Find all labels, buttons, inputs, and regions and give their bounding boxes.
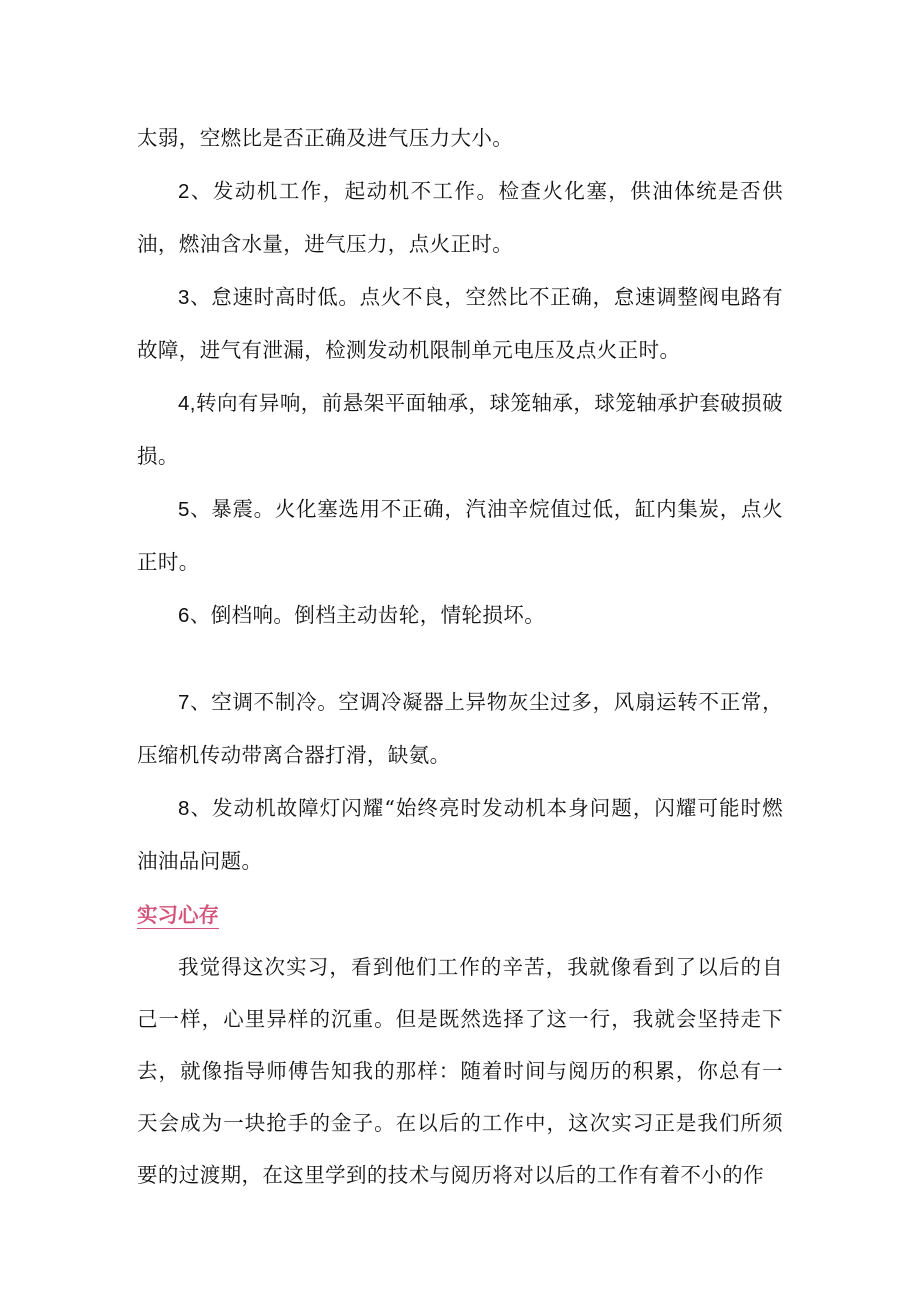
paragraph-item-8 — [137, 782, 783, 887]
paragraph-item-2 — [137, 165, 783, 270]
paragraph-text: 、空调不制冷。空调冷凝器上异物灰尘过多，风扇运转不正常，压缩机传动带离合器打滑，缺氨。 — [137, 690, 783, 767]
paragraph-item-6 — [137, 589, 783, 642]
paragraph-text: 转向有异响，前悬架平面轴承，球笼轴承，球笼轴承护套破损破损。 — [137, 391, 783, 468]
item-number: 4, — [178, 392, 196, 415]
item-number: 5 — [178, 498, 190, 521]
item-number: 7 — [178, 691, 190, 714]
section-heading[interactable] — [137, 889, 783, 941]
paragraph-text: 太弱，空燃比是否正确及进气压力大小。 — [137, 126, 514, 150]
paragraph-text: 、怠速时高时低。点火不良，空然比不正确，怠速调整阀电路有故障，进气有泄漏，检测发动机限制单元电压及点火正时。 — [137, 285, 783, 362]
section-heading-link[interactable]: 实习心存 — [137, 903, 219, 927]
paragraph-continuation — [137, 112, 783, 164]
paragraph-item-3 — [137, 271, 783, 376]
item-number: 6 — [178, 604, 190, 627]
paragraph-closing — [137, 941, 783, 1201]
item-number: 8 — [178, 797, 190, 820]
item-number: 2 — [178, 180, 190, 203]
paragraph-text: 、倒档响。倒档主动齿轮，情轮损坏。 — [189, 603, 546, 627]
paragraph-item-7 — [137, 676, 783, 781]
paragraph-text: 、发动机故障灯闪耀“始终亮时发动机本身问题，闪耀可能时燃油油品问题。 — [137, 796, 783, 873]
document-body — [137, 112, 783, 1201]
paragraph-text: 、暴震。火化塞选用不正确，汽油辛烷值过低，缸内集炭，点火正时。 — [137, 497, 783, 574]
paragraph-item-4 — [137, 377, 783, 482]
paragraph-item-5 — [137, 483, 783, 588]
paragraph-text: 我觉得这次实习，看到他们工作的辛苦，我就像看到了以后的自己一样，心里异样的沉重。但是既然选择了这一行，我就会坚持走下去，就像指导师傅告知我的那样：随着时间与阅历的积累，你总有一天会成为一块抢手的金子。在以后的工作中，这次实习正是我们所须要的过渡期，在这里学到的技术与阅历将对以后的工作有着不小的作 — [137, 955, 783, 1187]
item-number: 3 — [178, 286, 190, 309]
paragraph-text: 、发动机工作，起动机不工作。检查火化塞，供油体统是否供油，燃油含水量，进气压力，点火正时。 — [137, 179, 783, 256]
